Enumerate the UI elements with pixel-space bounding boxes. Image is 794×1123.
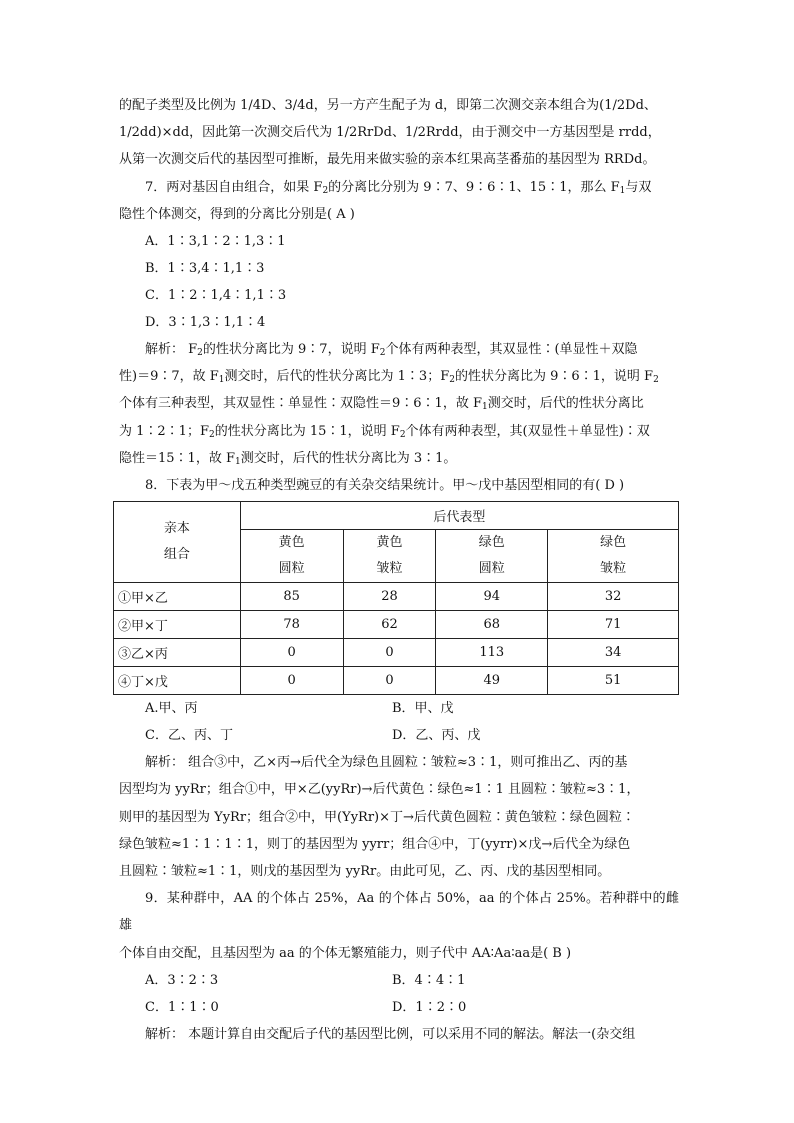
q9-stem-line-1: 9．某种群中，AA 的个体占 25%，Aa 的个体占 50%，aa 的个体占 25%。若种群中的雌雄 <box>119 891 679 934</box>
header-green-wrinkled: 绿色 皱粒 <box>548 530 679 583</box>
document-page <box>119 92 679 1048</box>
q7-analysis-line-3: 个体有三种表型，其双显性∶单显性∶双隐性＝9∶6∶1，故 $F_1$测交时，后代的性状分离比 <box>119 396 644 413</box>
q7-option-b: B．1∶3,4∶1,1∶3 <box>145 261 265 277</box>
q9-options-row-1 <box>119 967 679 994</box>
table-cell: 34 <box>548 639 679 667</box>
table-cell: 0 <box>240 639 343 667</box>
table-cell: 78 <box>240 611 343 639</box>
table-cell: 62 <box>343 611 436 639</box>
q8-stem: 8．下表为甲～戊五种类型豌豆的有关杂交结果统计。甲～戊中基因型相同的有( D ) <box>145 478 625 494</box>
table-cell: 28 <box>343 583 436 611</box>
q7-stem-line-2: 隐性个体测交，得到的分离比分别是( A ) <box>119 206 355 222</box>
intro-line-1: 的配子类型及比例为 1/4D、3/4d，另一方产生配子为 d，即第二次测交亲本组合为(1/2Dd、 <box>119 98 657 113</box>
q8-options-row-1 <box>119 695 679 722</box>
q8-option-b: B．甲、戊 <box>392 701 454 717</box>
table-cell: 51 <box>548 667 679 695</box>
table-row <box>114 667 679 695</box>
q7-analysis-line-4: 为 1∶2∶1；$F_2$的性状分离比为 15∶1，说明 $F_2$个体有两种表型，其(双显性＋单显性)∶双 <box>119 423 650 440</box>
intro-line-2: 1/2dd)×dd，因此第一次测交后代为 1/2RrDd、1/2Rrdd，由于测交中一方基因型是 rrdd， <box>119 125 661 141</box>
header-yellow-wrinkled: 黄色 皱粒 <box>343 530 436 583</box>
q8-options-row-2 <box>119 722 679 749</box>
cross-label: ④丁×戊 <box>114 667 241 695</box>
table-cell: 0 <box>240 667 343 695</box>
table-cell: 71 <box>548 611 679 639</box>
q9-option-b: B．4∶4∶1 <box>392 972 466 988</box>
q9-option-d: D．1∶2∶0 <box>392 999 467 1015</box>
table-cell: 0 <box>343 639 436 667</box>
header-parent-cross: 亲本 组合 <box>114 502 241 583</box>
q8-analysis-line-1: 解析： 组合③中，乙×丙→后代全为绿色且圆粒∶皱粒≈3∶1，则可推出乙、丙的基 <box>145 755 628 771</box>
q9-options-row-2 <box>119 994 679 1021</box>
q8-option-a: A.甲、丙 <box>145 701 198 717</box>
q9-option-a: A．3∶2∶3 <box>145 972 219 988</box>
cross-results-table <box>113 501 679 695</box>
q7-stem-line-1: 7．两对基因自由组合，如果 $F_2$的分离比分别为 9∶7、9∶6∶1、15∶1，那么 $F_1$与双 <box>145 179 652 196</box>
table-row <box>114 639 679 667</box>
q9-stem-line-2: 个体自由交配，且基因型为 aa 的个体无繁殖能力，则子代中 AA∶Aa∶aa是( B ) <box>119 945 572 961</box>
q9-option-c: C．1∶1∶0 <box>145 999 219 1015</box>
q8-option-d: D．乙、丙、戊 <box>392 728 481 744</box>
table-header-row <box>114 502 679 530</box>
cross-label: ①甲×乙 <box>114 583 241 611</box>
table-cell: 85 <box>240 583 343 611</box>
cross-label: ②甲×丁 <box>114 611 241 639</box>
q8-analysis-line-2: 因型均为 yyRr；组合①中，甲×乙(yyRr)→后代黄色∶绿色≈1∶1 且圆粒∶皱粒≈3∶1， <box>119 782 640 798</box>
table-cell: 113 <box>436 639 548 667</box>
header-offspring-phenotype: 后代表型 <box>240 502 678 530</box>
table-row <box>114 583 679 611</box>
header-yellow-round: 黄色 圆粒 <box>240 530 343 583</box>
q7-option-d: D．3∶1,3∶1,1∶4 <box>145 315 266 331</box>
q7-analysis-line-2: 性)＝9∶7，故 $F_1$测交时，后代的性状分离比为 1∶3；$F_2$的性状分离比为 9∶6∶1，说明 $F_2$ <box>119 369 659 386</box>
table-cell: 94 <box>436 583 548 611</box>
q8-analysis-line-5: 且圆粒∶皱粒≈1∶1，则戊的基因型为 yyRr。由此可见，乙、丙、戊的基因型相同。 <box>119 864 611 880</box>
table-cell: 49 <box>436 667 548 695</box>
header-green-round: 绿色 圆粒 <box>436 530 548 583</box>
table-cell: 68 <box>436 611 548 639</box>
table-row <box>114 611 679 639</box>
q9-analysis-line-1: 解析： 本题计算自由交配后子代的基因型比例，可以采用不同的解法。解法一(杂交组 <box>145 1026 636 1042</box>
intro-line-3: 从第一次测交后代的基因型可推断，最先用来做实验的亲本红果高茎番茄的基因型为 RRDd。 <box>119 152 656 168</box>
q8-analysis-line-4: 绿色皱粒≈1∶1∶1∶1，则丁的基因型为 yyrr；组合④中，丁(yyrr)×戊→后代全为绿色 <box>119 836 631 852</box>
q7-analysis-line-5: 隐性＝15∶1，故 $F_1$测交时，后代的性状分离比为 3∶1。 <box>119 450 457 467</box>
q7-option-a: A．1∶3,1∶2∶1,3∶1 <box>145 234 286 250</box>
q8-option-c: C．乙、丙、丁 <box>145 728 233 744</box>
table-cell: 0 <box>343 667 436 695</box>
q7-option-c: C．1∶2∶1,4∶1,1∶3 <box>145 288 287 304</box>
q8-analysis-line-3: 则甲的基因型为 YyRr；组合②中，甲(YyRr)×丁→后代黄色圆粒∶黄色皱粒∶绿色圆粒∶ <box>119 809 635 825</box>
cross-label: ③乙×丙 <box>114 639 241 667</box>
q7-analysis-line-1: 解析： $F_2$的性状分离比为 9∶7，说明 $F_2$个体有两种表型，其双显性∶(单显性＋双隐 <box>145 342 638 359</box>
table-cell: 32 <box>548 583 679 611</box>
